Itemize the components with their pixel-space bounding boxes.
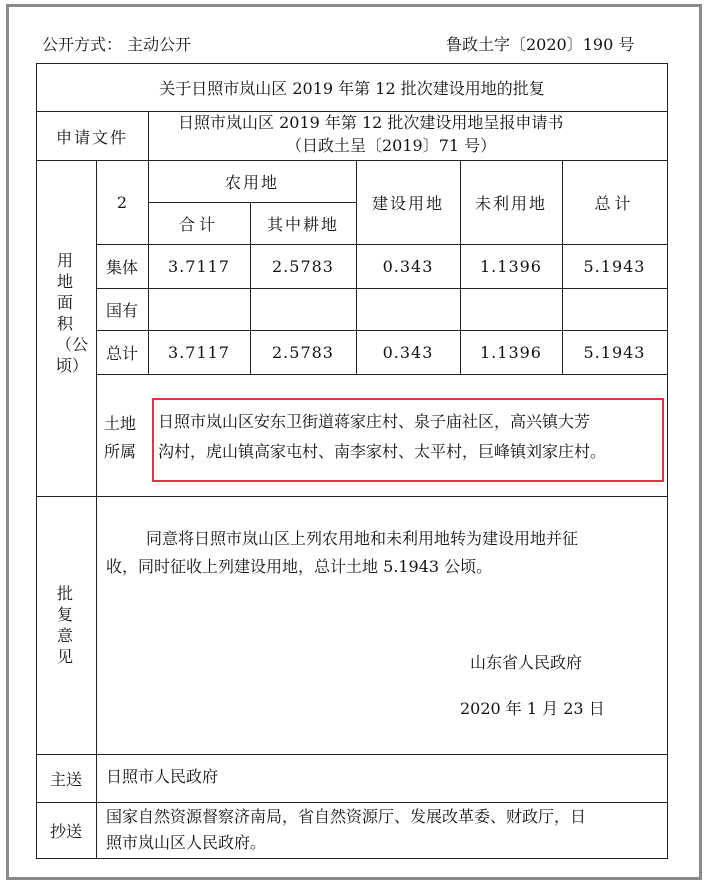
application-line-2: （日政土呈〔2019〕71 号）: [286, 136, 497, 155]
subtotal-header: 合计: [178, 214, 219, 234]
approval-line-2: 收，同时征收上列建设用地，总计土地 5.1943 公顷。: [106, 557, 493, 576]
cc-line-1: 国家自然资源督察济南局，省自然资源厅、发展改革委、财政厅，日: [106, 807, 587, 826]
land-area-side-label: 用地面积（公顷）: [56, 251, 89, 375]
main-recipient-label: 主送: [49, 770, 82, 789]
arable-land-header: 其中耕地: [266, 214, 339, 234]
cc-label: 抄送: [49, 822, 82, 841]
approval-signer: 山东省人民政府: [470, 653, 583, 672]
approval-side-label: 批复意见: [56, 584, 73, 666]
collective-unused: 1.1396: [480, 256, 542, 276]
disclosure-method: 公开方式： 主动公开: [42, 35, 192, 54]
collective-total: 5.1943: [583, 256, 646, 276]
collective-subtotal: 3.7117: [168, 256, 230, 276]
total-header: 总计: [594, 193, 635, 213]
ownership-label-1: 土地: [104, 414, 137, 433]
approval-date: 2020 年 1 月 23 日: [460, 699, 605, 718]
total-arable: 2.5783: [272, 342, 334, 362]
application-label: 申请文件: [55, 127, 128, 147]
state-unused: [460, 288, 562, 330]
ownership-line-2: 沟村，虎山镇高家屯村、南李家村、太平村，巨峰镇刘家庄村。: [158, 442, 607, 461]
construction-land-header: 建设用地: [371, 193, 444, 213]
total-unused: 1.1396: [480, 342, 542, 362]
row-label-total: 总计: [105, 343, 138, 363]
collective-arable: 2.5783: [272, 256, 334, 276]
state-construction: [356, 288, 460, 330]
total-construction: 0.343: [382, 342, 434, 362]
document-number: 鲁政土字〔2020〕190 号: [446, 35, 635, 54]
state-arable: [250, 288, 356, 330]
table-corner-cell: 2: [116, 192, 128, 212]
application-line-1: 日照市岚山区 2019 年第 12 批次建设用地呈报申请书: [178, 113, 564, 132]
row-label-state: 国有: [105, 300, 138, 320]
document-title: 关于日照市岚山区 2019 年第 12 批次建设用地的批复: [159, 79, 545, 98]
agricultural-land-header: 农用地: [224, 172, 279, 192]
main-recipient-value: 日照市人民政府: [106, 767, 219, 786]
total-total: 5.1943: [583, 342, 646, 362]
state-subtotal: [148, 288, 250, 330]
cc-line-2: 照市岚山区人民政府。: [106, 833, 267, 852]
state-total: [562, 288, 667, 330]
unused-land-header: 未利用地: [474, 193, 547, 213]
total-subtotal: 3.7117: [168, 342, 230, 362]
ownership-line-1: 日照市岚山区安东卫街道蒋家庄村、泉子庙社区，高兴镇大芳: [158, 412, 591, 431]
row-label-collective: 集体: [105, 257, 138, 277]
ownership-label-2: 所属: [104, 442, 137, 461]
collective-construction: 0.343: [382, 256, 434, 276]
approval-line-1: 同意将日照市岚山区上列农用地和未利用地转为建设用地并征: [146, 529, 579, 548]
